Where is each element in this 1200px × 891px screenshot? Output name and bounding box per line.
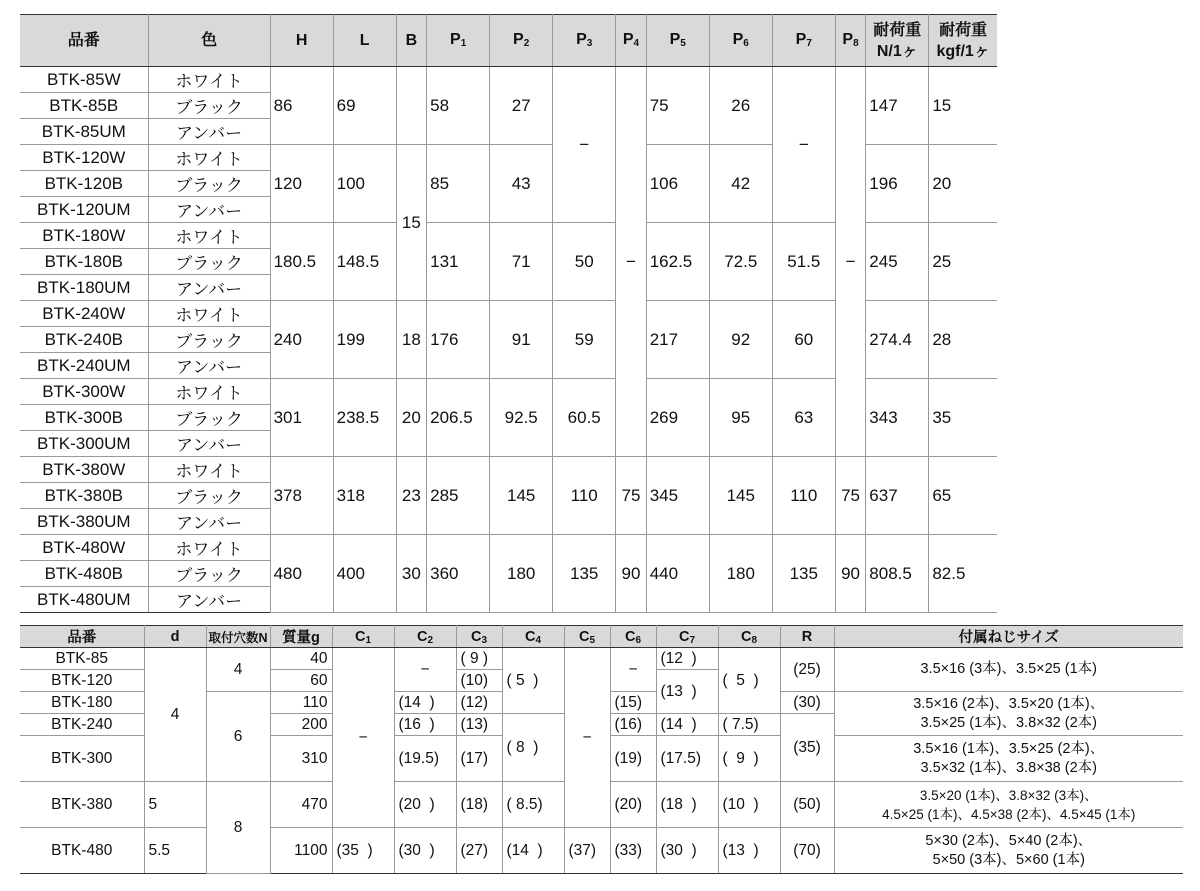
header-p7: P7	[772, 15, 835, 67]
color-cell: アンバー	[148, 119, 270, 145]
color-cell: ホワイト	[148, 223, 270, 249]
h-cell: 180.5	[270, 223, 333, 301]
p5-cell: 162.5	[646, 223, 709, 301]
table-header-row	[20, 626, 1183, 648]
part-cell: BTK-380W	[20, 457, 148, 483]
d-cell: 5.5	[144, 828, 206, 874]
c7-cell: (17.5)	[656, 736, 718, 782]
p1-cell: 85	[427, 145, 490, 223]
p4-cell: −	[616, 67, 646, 457]
screws-line: 5×50 (3本)、5×60 (1本)	[932, 851, 1085, 868]
p4-cell: 90	[616, 535, 646, 613]
c3-cell: ( 9 )	[456, 648, 502, 670]
part-cell: BTK-180	[20, 692, 144, 714]
p1-cell: 360	[427, 535, 490, 613]
color-cell: ブラック	[148, 327, 270, 353]
header-load-kgf: 耐荷重 kgf/1ヶ	[929, 15, 997, 67]
load-kgf-cell: 20	[929, 145, 997, 223]
header-part: 品番	[20, 15, 148, 67]
p7-cell: 51.5	[772, 223, 835, 301]
load-n-cell: 196	[866, 145, 929, 223]
p2-cell: 71	[490, 223, 553, 301]
p3-cell: 59	[553, 301, 616, 379]
dimensions-table	[20, 14, 997, 613]
header-color: 色	[148, 15, 270, 67]
part-cell: BTK-120W	[20, 145, 148, 171]
part-cell: BTK-240W	[20, 301, 148, 327]
p4-cell: 75	[616, 457, 646, 535]
part-cell: BTK-85	[20, 648, 144, 670]
c4-cell: ( 8.5)	[502, 782, 564, 828]
b-cell: 30	[396, 535, 426, 613]
p6-cell: 42	[709, 145, 772, 223]
header-p4: P4	[616, 15, 646, 67]
part-cell: BTK-380B	[20, 483, 148, 509]
p1-cell: 206.5	[427, 379, 490, 457]
c8-cell: ( 7.5)	[718, 714, 780, 736]
p3-cell: 110	[553, 457, 616, 535]
p2-cell: 145	[490, 457, 553, 535]
b-cell: 15	[396, 145, 426, 301]
mass-cell: 200	[270, 714, 332, 736]
header-c2: C2	[394, 626, 456, 648]
p2-cell: 91	[490, 301, 553, 379]
table-header-row	[20, 15, 997, 67]
p6-cell: 180	[709, 535, 772, 613]
part-cell: BTK-480UM	[20, 587, 148, 613]
c5-cell: −	[564, 648, 610, 828]
p3-cell: 60.5	[553, 379, 616, 457]
c6-cell: (33)	[610, 828, 656, 874]
part-cell: BTK-380	[20, 782, 144, 828]
header-c1: C1	[332, 626, 394, 648]
c7-cell: (12 )	[656, 648, 718, 670]
p2-cell: 92.5	[490, 379, 553, 457]
h-cell: 86	[270, 67, 333, 145]
header-c4: C4	[502, 626, 564, 648]
l-cell: 69	[333, 67, 396, 145]
part-cell: BTK-120	[20, 670, 144, 692]
header-mass: 質量g	[270, 626, 332, 648]
load-kgf-cell: 15	[929, 67, 997, 145]
part-cell: BTK-120B	[20, 171, 148, 197]
load-kgf-cell: 25	[929, 223, 997, 301]
mass-cell: 60	[270, 670, 332, 692]
color-cell: ホワイト	[148, 457, 270, 483]
p5-cell: 345	[646, 457, 709, 535]
b-cell: 23	[396, 457, 426, 535]
c3-cell: (27)	[456, 828, 502, 874]
screws-cell	[834, 828, 1183, 874]
c6-cell: (20)	[610, 782, 656, 828]
dimensions-table-body	[20, 67, 997, 613]
p5-cell: 217	[646, 301, 709, 379]
p8-cell: −	[835, 67, 865, 457]
color-cell: ブラック	[148, 93, 270, 119]
p2-cell: 27	[490, 67, 553, 145]
r-cell: (70)	[780, 828, 834, 874]
part-cell: BTK-240B	[20, 327, 148, 353]
table-row	[20, 648, 1183, 670]
c6-cell: (19)	[610, 736, 656, 782]
c8-cell: (10 )	[718, 782, 780, 828]
p2-cell: 180	[490, 535, 553, 613]
header-c6: C6	[610, 626, 656, 648]
table-row	[20, 535, 997, 561]
l-cell: 318	[333, 457, 396, 535]
header-c8: C8	[718, 626, 780, 648]
screws-cell: 3.5×16 (3本)、3.5×25 (1本)	[834, 648, 1183, 692]
p8-cell: 90	[835, 535, 865, 613]
p5-cell: 269	[646, 379, 709, 457]
r-cell: (30)	[780, 692, 834, 714]
p3-cell: 50	[553, 223, 616, 301]
holes-cell: 6	[206, 692, 270, 782]
part-cell: BTK-240	[20, 714, 144, 736]
mass-cell: 310	[270, 736, 332, 782]
color-cell: アンバー	[148, 197, 270, 223]
part-cell: BTK-85UM	[20, 119, 148, 145]
c6-cell: −	[610, 648, 656, 692]
header-h: H	[270, 15, 333, 67]
p2-cell: 43	[490, 145, 553, 223]
screws-line: 5×30 (2本)、5×40 (2本)、	[925, 832, 1093, 849]
header-d: d	[144, 626, 206, 648]
holes-cell: 8	[206, 782, 270, 874]
r-cell: (35)	[780, 714, 834, 782]
load-kgf-cell: 82.5	[929, 535, 997, 613]
p6-cell: 72.5	[709, 223, 772, 301]
color-cell: アンバー	[148, 431, 270, 457]
part-cell: BTK-180W	[20, 223, 148, 249]
l-cell: 100	[333, 145, 396, 223]
c1-cell: (35 )	[332, 828, 394, 874]
p7-cell: 110	[772, 457, 835, 535]
p3-cell: −	[553, 67, 616, 223]
color-cell: ホワイト	[148, 379, 270, 405]
header-p6: P6	[709, 15, 772, 67]
part-cell: BTK-300UM	[20, 431, 148, 457]
color-cell: ホワイト	[148, 67, 270, 93]
part-cell: BTK-85W	[20, 67, 148, 93]
header-p5: P5	[646, 15, 709, 67]
c6-cell: (16)	[610, 714, 656, 736]
h-cell: 301	[270, 379, 333, 457]
load-n-cell: 637	[866, 457, 929, 535]
p7-cell: 135	[772, 535, 835, 613]
c4-cell: ( 8 )	[502, 714, 564, 782]
c8-cell: ( 9 )	[718, 736, 780, 782]
mass-cell: 1100	[270, 828, 332, 874]
holes-cell: 4	[206, 648, 270, 692]
screws-line: 3.5×16 (2本)、3.5×20 (1本)、	[913, 695, 1105, 712]
spec-table	[20, 625, 1183, 874]
c7-cell: (18 )	[656, 782, 718, 828]
c2-cell: (14 )	[394, 692, 456, 714]
c7-cell: (13 )	[656, 670, 718, 714]
b-cell: 18	[396, 301, 426, 379]
part-cell: BTK-480	[20, 828, 144, 874]
screws-line: 4.5×25 (1本)、4.5×38 (2本)、4.5×45 (1本)	[882, 806, 1136, 822]
load-kgf-cell: 35	[929, 379, 997, 457]
p5-cell: 75	[646, 67, 709, 145]
r-cell: (50)	[780, 782, 834, 828]
color-cell: アンバー	[148, 353, 270, 379]
header-part: 品番	[20, 626, 144, 648]
p6-cell: 92	[709, 301, 772, 379]
header-r: R	[780, 626, 834, 648]
part-cell: BTK-300W	[20, 379, 148, 405]
p6-cell: 95	[709, 379, 772, 457]
b-cell: 20	[396, 379, 426, 457]
screws-line: 3.5×20 (1本)、3.8×32 (3本)、	[919, 787, 1098, 803]
c8-cell: (13 )	[718, 828, 780, 874]
header-b: B	[396, 15, 426, 67]
header-screws: 付属ねじサイズ	[834, 626, 1183, 648]
part-cell: BTK-300B	[20, 405, 148, 431]
color-cell: アンバー	[148, 509, 270, 535]
c2-cell: (19.5)	[394, 736, 456, 782]
part-cell: BTK-380UM	[20, 509, 148, 535]
color-cell: ホワイト	[148, 301, 270, 327]
p7-cell: 60	[772, 301, 835, 379]
part-cell: BTK-300	[20, 736, 144, 782]
load-n-cell: 245	[866, 223, 929, 301]
p1-cell: 176	[427, 301, 490, 379]
table-row	[20, 67, 997, 93]
load-n-cell: 274.4	[866, 301, 929, 379]
l-cell: 199	[333, 301, 396, 379]
header-c7: C7	[656, 626, 718, 648]
load-n-cell: 147	[866, 67, 929, 145]
color-cell: ホワイト	[148, 145, 270, 171]
c3-cell: (18)	[456, 782, 502, 828]
p6-cell: 145	[709, 457, 772, 535]
p5-cell: 106	[646, 145, 709, 223]
p1-cell: 131	[427, 223, 490, 301]
color-cell: アンバー	[148, 587, 270, 613]
screws-line: 3.5×32 (1本)、3.8×38 (2本)	[920, 759, 1097, 776]
c7-cell: (14 )	[656, 714, 718, 736]
p1-cell: 285	[427, 457, 490, 535]
load-n-cell: 343	[866, 379, 929, 457]
b-cell	[396, 67, 426, 145]
color-cell: ブラック	[148, 483, 270, 509]
header-holes: 取付穴数N	[206, 626, 270, 648]
table-row	[20, 828, 1183, 874]
p8-cell: 75	[835, 457, 865, 535]
screws-line: 3.5×16 (1本)、3.5×25 (2本)、	[913, 740, 1105, 757]
load-n-cell: 808.5	[866, 535, 929, 613]
load-kgf-cell: 28	[929, 301, 997, 379]
part-cell: BTK-180UM	[20, 275, 148, 301]
part-cell: BTK-480B	[20, 561, 148, 587]
h-cell: 240	[270, 301, 333, 379]
h-cell: 378	[270, 457, 333, 535]
c4-cell: ( 5 )	[502, 648, 564, 714]
part-cell: BTK-480W	[20, 535, 148, 561]
part-cell: BTK-180B	[20, 249, 148, 275]
color-cell: ブラック	[148, 561, 270, 587]
c1-cell: −	[332, 648, 394, 828]
spec-table-body	[20, 648, 1183, 874]
p7-cell: 63	[772, 379, 835, 457]
c8-cell: ( 5 )	[718, 648, 780, 714]
mass-cell: 40	[270, 648, 332, 670]
p5-cell: 440	[646, 535, 709, 613]
color-cell: ホワイト	[148, 535, 270, 561]
c2-cell: (30 )	[394, 828, 456, 874]
h-cell: 120	[270, 145, 333, 223]
screws-cell	[834, 692, 1183, 736]
p3-cell: 135	[553, 535, 616, 613]
screws-cell	[834, 782, 1183, 828]
header-p2: P2	[490, 15, 553, 67]
header-p1: P1	[427, 15, 490, 67]
header-c3: C3	[456, 626, 502, 648]
c3-cell: (17)	[456, 736, 502, 782]
p6-cell: 26	[709, 67, 772, 145]
load-kgf-cell: 65	[929, 457, 997, 535]
header-p8: P8	[835, 15, 865, 67]
mass-cell: 470	[270, 782, 332, 828]
part-cell: BTK-240UM	[20, 353, 148, 379]
c2-cell: −	[394, 648, 456, 692]
h-cell: 480	[270, 535, 333, 613]
header-p3: P3	[553, 15, 616, 67]
p1-cell: 58	[427, 67, 490, 145]
header-c5: C5	[564, 626, 610, 648]
l-cell: 238.5	[333, 379, 396, 457]
d-cell: 4	[144, 648, 206, 782]
c3-cell: (10)	[456, 670, 502, 692]
c7-cell: (30 )	[656, 828, 718, 874]
c2-cell: (20 )	[394, 782, 456, 828]
c5-cell: (37)	[564, 828, 610, 874]
part-cell: BTK-85B	[20, 93, 148, 119]
header-l: L	[333, 15, 396, 67]
d-cell: 5	[144, 782, 206, 828]
table-row	[20, 457, 997, 483]
mass-cell: 110	[270, 692, 332, 714]
l-cell: 400	[333, 535, 396, 613]
c6-cell: (15)	[610, 692, 656, 714]
c4-cell: (14 )	[502, 828, 564, 874]
color-cell: ブラック	[148, 405, 270, 431]
c3-cell: (12)	[456, 692, 502, 714]
header-load-n: 耐荷重 N/1ヶ	[866, 15, 929, 67]
r-cell: (25)	[780, 648, 834, 692]
color-cell: アンバー	[148, 275, 270, 301]
c3-cell: (13)	[456, 714, 502, 736]
p7-cell: −	[772, 67, 835, 223]
color-cell: ブラック	[148, 171, 270, 197]
l-cell: 148.5	[333, 223, 396, 301]
part-cell: BTK-120UM	[20, 197, 148, 223]
screws-line: 3.5×25 (1本)、3.8×32 (2本)	[920, 714, 1097, 731]
c2-cell: (16 )	[394, 714, 456, 736]
screws-cell	[834, 736, 1183, 782]
color-cell: ブラック	[148, 249, 270, 275]
